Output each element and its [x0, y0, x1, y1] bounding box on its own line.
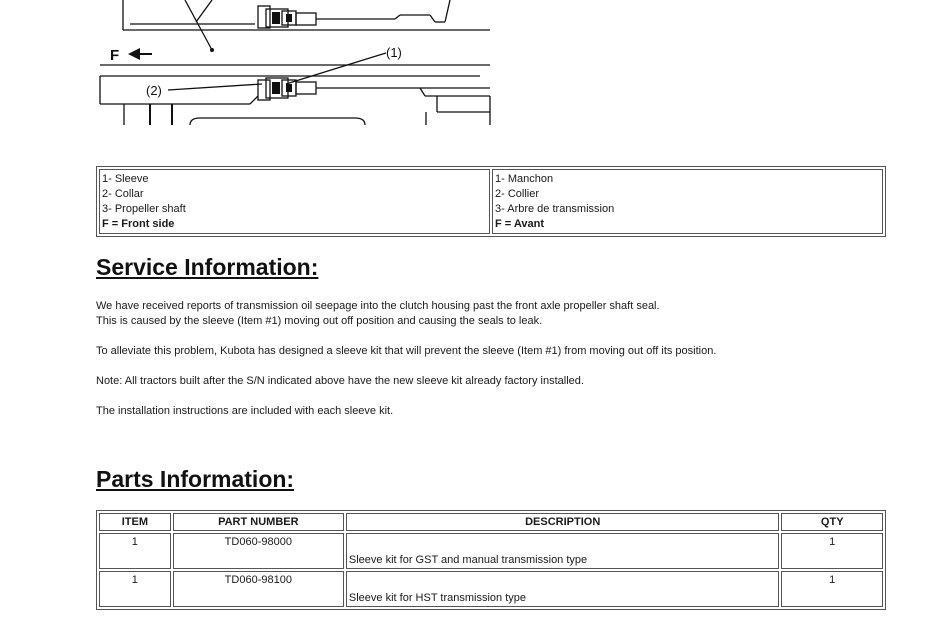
item-cell: 1: [99, 571, 171, 607]
legend-fr-2: 2- Collier: [495, 188, 540, 200]
service-paragraph-5: The installation instructions are included with each sleeve kit.: [96, 405, 394, 417]
legend-row: [99, 169, 883, 234]
qty-cell: 1: [781, 571, 883, 607]
propeller-shaft-diagram: [0, 0, 500, 130]
column-header-description: DESCRIPTION: [346, 513, 780, 531]
legend-french: [492, 169, 883, 234]
column-header-part-number: PART NUMBER: [173, 513, 344, 531]
callout-1: (1): [386, 45, 402, 60]
parts-header-row: [99, 513, 883, 531]
service-paragraph-4: Note: All tractors built after the S/N indicated above have the new sleeve kit already factory installed.: [96, 375, 584, 387]
service-information-heading: Service Information:: [96, 254, 319, 280]
legend-en-2: 2- Collar: [102, 188, 144, 200]
legend-en-1: 1- Sleeve: [102, 173, 149, 185]
service-paragraph-1: We have received reports of transmission oil seepage into the clutch housing past the front axle propeller shaft seal.: [96, 300, 660, 312]
front-label: F: [110, 47, 120, 64]
qty-cell: 1: [781, 533, 883, 569]
legend-en-3: 3- Propeller shaft: [102, 203, 186, 215]
part-number-cell: TD060-98000: [173, 533, 344, 569]
legend-english: [99, 169, 490, 234]
column-header-qty: QTY: [781, 513, 883, 531]
table-row: [99, 533, 883, 569]
description-cell: Sleeve kit for GST and manual transmission type: [346, 533, 780, 569]
service-paragraph-2: This is caused by the sleeve (Item #1) moving out off position and causing the seals to leak.: [96, 315, 543, 327]
parts-table: [96, 510, 886, 610]
part-number-cell: TD060-98100: [173, 571, 344, 607]
service-paragraph-3: To alleviate this problem, Kubota has designed a sleeve kit that will prevent the sleeve (Item #1) from moving out off its position.: [96, 345, 717, 357]
parts-information-heading: Parts Information:: [96, 466, 295, 492]
legend-fr-4: F = Avant: [495, 218, 545, 230]
column-header-item: ITEM: [99, 513, 171, 531]
item-cell: 1: [99, 533, 171, 569]
callout-2: (2): [146, 83, 162, 98]
legend-table: [96, 166, 886, 237]
legend-fr-3: 3- Arbre de transmission: [495, 203, 615, 215]
description-cell: Sleeve kit for HST transmission type: [346, 571, 780, 607]
legend-en-4: F = Front side: [102, 218, 175, 230]
diagram-drawing: [0, 0, 500, 130]
table-row: [99, 571, 883, 607]
legend-fr-1: 1- Manchon: [495, 173, 554, 185]
